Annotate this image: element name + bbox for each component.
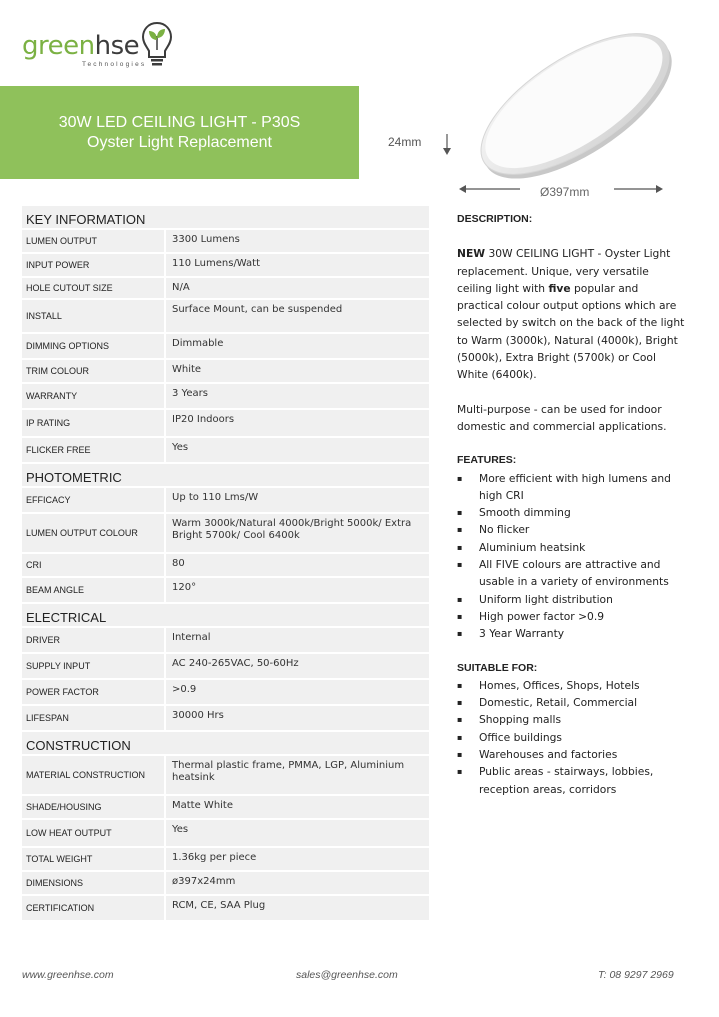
spec-row	[22, 438, 429, 464]
spec-row	[22, 360, 429, 384]
spec-label: EFFICACY	[26, 495, 71, 505]
description-column	[457, 211, 687, 798]
spec-value: White	[164, 360, 429, 382]
section-heading: PHOTOMETRIC	[22, 464, 429, 488]
title-banner	[0, 86, 359, 179]
list-item: ▪ Domestic, Retail, Commercial	[457, 694, 687, 711]
spec-row	[22, 334, 429, 360]
product-image	[440, 16, 680, 206]
spec-label: CRI	[26, 560, 42, 570]
spec-value: 30000 Hrs	[164, 706, 429, 730]
spec-value: ø397x24mm	[164, 872, 429, 894]
spec-label: LUMEN OUTPUT	[26, 236, 98, 246]
spec-row	[22, 654, 429, 680]
section-heading: CONSTRUCTION	[22, 732, 429, 756]
spec-row	[22, 680, 429, 706]
spec-label: DIMMING OPTIONS	[26, 341, 109, 351]
list-item: ▪ Shopping malls	[457, 711, 687, 728]
logo-wordmark: greenhse	[22, 31, 140, 61]
spec-value: 110 Lumens/Watt	[164, 254, 429, 276]
spec-label: MATERIAL CONSTRUCTION	[26, 770, 146, 780]
list-item: ▪ Uniform light distribution	[457, 591, 687, 608]
features-list	[457, 470, 687, 643]
product-subtitle: Oyster Light Replacement	[87, 134, 272, 151]
description-paragraph-2: Multi-purpose - can be used for indoor domestic and commercial applications.	[457, 402, 667, 433]
spec-value: Warm 3000k/Natural 4000k/Bright 5000k/ Extra Bright 5700k/ Cool 6400k	[164, 514, 429, 552]
list-item: ▪ No flicker	[457, 521, 687, 538]
spec-label: INSTALL	[26, 311, 62, 321]
list-item: ▪ More efficient with high lumens and high CRI	[457, 470, 687, 505]
spec-label: DIMENSIONS	[26, 878, 84, 888]
spec-label: POWER FACTOR	[26, 687, 99, 697]
company-logo	[22, 20, 182, 70]
spec-row	[22, 488, 429, 514]
suitable-heading: SUITABLE FOR:	[457, 661, 538, 674]
features-heading: FEATURES:	[457, 454, 517, 467]
height-dimension: 24mm	[388, 135, 422, 149]
spec-value: 120°	[164, 578, 429, 602]
spec-table	[22, 206, 429, 922]
spec-row	[22, 278, 429, 300]
spec-row	[22, 230, 429, 254]
spec-value: Yes	[164, 438, 429, 462]
footer-website[interactable]: www.greenhse.com	[22, 969, 114, 981]
list-item: ▪ Office buildings	[457, 729, 687, 746]
spec-value: AC 240-265VAC, 50-60Hz	[164, 654, 429, 678]
spec-label: INPUT POWER	[26, 260, 90, 270]
list-item: ▪ All FIVE colours are attractive and usable in a variety of environments	[457, 556, 687, 591]
spec-row	[22, 514, 429, 554]
list-item: ▪ Aluminium heatsink	[457, 539, 687, 556]
spec-label: WARRANTY	[26, 391, 78, 401]
spec-label: FLICKER FREE	[26, 445, 91, 455]
diameter-dimension: Ø397mm	[540, 185, 590, 199]
spec-value: 3300 Lumens	[164, 230, 429, 252]
spec-label: BEAM ANGLE	[26, 585, 85, 595]
spec-label: SHADE/HOUSING	[26, 802, 102, 812]
spec-value: 3 Years	[164, 384, 429, 408]
spec-value: IP20 Indoors	[164, 410, 429, 436]
lightbulb-leaf-icon	[140, 20, 174, 68]
spec-row	[22, 410, 429, 438]
spec-row	[22, 254, 429, 278]
spec-row	[22, 872, 429, 896]
spec-row	[22, 554, 429, 578]
list-item: ▪ Public areas - stairways, lobbies, reception areas, corridors	[457, 763, 687, 798]
spec-label: LOW HEAT OUTPUT	[26, 828, 112, 838]
suitable-list	[457, 677, 687, 798]
spec-value: 80	[164, 554, 429, 576]
list-item: ▪ High power factor >0.9	[457, 608, 687, 625]
spec-label: LUMEN OUTPUT COLOUR	[26, 528, 138, 538]
spec-value: N/A	[164, 278, 429, 298]
description-heading: DESCRIPTION:	[457, 213, 533, 225]
spec-value: 1.36kg per piece	[164, 848, 429, 870]
spec-label: SUPPLY INPUT	[26, 661, 91, 671]
spec-value: Thermal plastic frame, PMMA, LGP, Aluminium heatsink	[164, 756, 429, 794]
spec-label: LIFESPAN	[26, 713, 69, 723]
spec-value: RCM, CE, SAA Plug	[164, 896, 429, 920]
list-item: ▪ Homes, Offices, Shops, Hotels	[457, 677, 687, 694]
spec-row	[22, 706, 429, 732]
list-item: ▪ 3 Year Warranty	[457, 625, 687, 642]
spec-value: Surface Mount, can be suspended	[164, 300, 429, 332]
spec-row	[22, 384, 429, 410]
spec-row	[22, 300, 429, 334]
spec-row	[22, 820, 429, 848]
footer-phone: T: 08 9297 2969	[598, 969, 674, 981]
logo-subtitle: Technologies	[82, 61, 147, 68]
spec-row	[22, 896, 429, 922]
spec-label: CERTIFICATION	[26, 903, 95, 913]
spec-value: Up to 110 Lms/W	[164, 488, 429, 512]
description-paragraph: NEW 30W CEILING LIGHT - Oyster Light replacement. Unique, very versatile ceiling light with five popular and practical colour output options which are selected by switch on the back of the light to Warm (3000k), Natural (4000k), Bright (5000k), Extra Bright (5700k) or Cool White (6400k).	[457, 247, 685, 382]
spec-label: DRIVER	[26, 635, 61, 645]
spec-row	[22, 578, 429, 604]
spec-value: Yes	[164, 820, 429, 846]
spec-label: IP RATING	[26, 418, 71, 428]
spec-label: HOLE CUTOUT SIZE	[26, 283, 113, 293]
spec-row	[22, 628, 429, 654]
footer-email[interactable]: sales@greenhse.com	[296, 969, 398, 981]
spec-value: >0.9	[164, 680, 429, 704]
spec-label: TRIM COLOUR	[26, 366, 89, 376]
spec-row	[22, 848, 429, 872]
section-heading: ELECTRICAL	[22, 604, 429, 628]
list-item: ▪ Smooth dimming	[457, 504, 687, 521]
list-item: ▪ Warehouses and factories	[457, 746, 687, 763]
spec-label: TOTAL WEIGHT	[26, 854, 93, 864]
product-title: 30W LED CEILING LIGHT - P30S	[58, 114, 301, 131]
spec-value: Dimmable	[164, 334, 429, 358]
spec-row	[22, 756, 429, 796]
section-heading: KEY INFORMATION	[22, 206, 429, 230]
spec-value: Internal	[164, 628, 429, 652]
spec-row	[22, 796, 429, 820]
spec-value: Matte White	[164, 796, 429, 818]
